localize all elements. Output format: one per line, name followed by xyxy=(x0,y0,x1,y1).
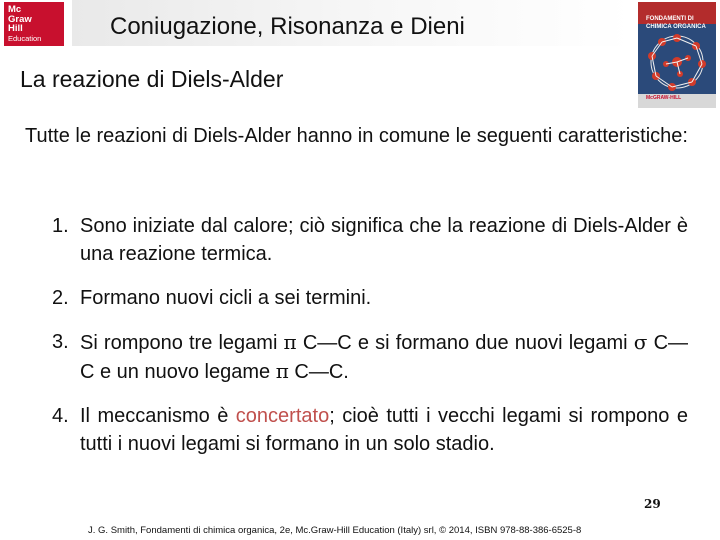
header xyxy=(0,0,720,60)
list-item-text-part: Il meccanismo è xyxy=(80,405,236,427)
highlighted-term: concertato xyxy=(235,405,330,427)
logo-text-mc: Mc xyxy=(8,4,22,15)
list-item-number: 3. xyxy=(52,331,69,353)
list-item-text-part: ; cioè tutti i vecchi legami si rompono e tutti i nuovi legami si formano in un solo stadio. xyxy=(80,405,688,455)
list-item xyxy=(52,328,688,386)
list-item-text-part: C—C. xyxy=(288,361,349,383)
logo-text-graw: Graw xyxy=(8,13,32,25)
fullerene-molecule-icon xyxy=(644,32,710,92)
list-item-text-part: C—C e si formano due nuovi legami xyxy=(296,332,634,354)
list-item xyxy=(52,284,688,312)
list-item-number: 4. xyxy=(52,405,69,427)
intro-paragraph: Tutte le reazioni di Diels-Alder hanno in comune le seguenti caratteristiche: xyxy=(25,125,688,147)
list-item-text: Sono iniziate dal calore; ciò significa che la reazione di Diels-Alder è una reazione termica. xyxy=(80,215,688,265)
page-number: 29 xyxy=(644,497,661,511)
logo-text-hill: Hill xyxy=(8,23,23,34)
book-cover-title-line1: FONDAMENTI DI xyxy=(646,16,694,22)
list-item-text: Formano nuovi cicli a sei termini. xyxy=(80,287,372,309)
citation-footer: J. G. Smith, Fondamenti di chimica organica, 2e, Mc.Graw-Hill Education (Italy) srl, © 2014, ISBN 978-88-386-6525-8 xyxy=(88,525,582,536)
pi-symbol: π xyxy=(275,359,289,383)
slide-title: Coniugazione, Risonanza e Dieni xyxy=(110,13,465,40)
list-item-text-part: C—C e un nuovo legame xyxy=(80,332,689,383)
section-heading: La reazione di Diels-Alder xyxy=(20,66,284,92)
pi-symbol: π xyxy=(283,330,297,354)
list-item-number: 1. xyxy=(52,215,69,237)
logo-text-education: Education xyxy=(8,33,42,43)
mcgraw-hill-logo xyxy=(4,2,64,46)
list-item xyxy=(52,212,688,268)
list-item-text-part: Si rompono tre legami xyxy=(80,332,284,354)
book-cover-publisher: McGRAW-HILL xyxy=(646,95,682,101)
list-item-number: 2. xyxy=(52,287,69,309)
characteristics-list xyxy=(52,212,688,458)
book-cover-title-line2: CHIMICA ORGANICA xyxy=(646,24,706,30)
book-cover-image xyxy=(638,2,716,108)
list-item xyxy=(52,402,688,458)
sigma-symbol: σ xyxy=(633,330,648,354)
